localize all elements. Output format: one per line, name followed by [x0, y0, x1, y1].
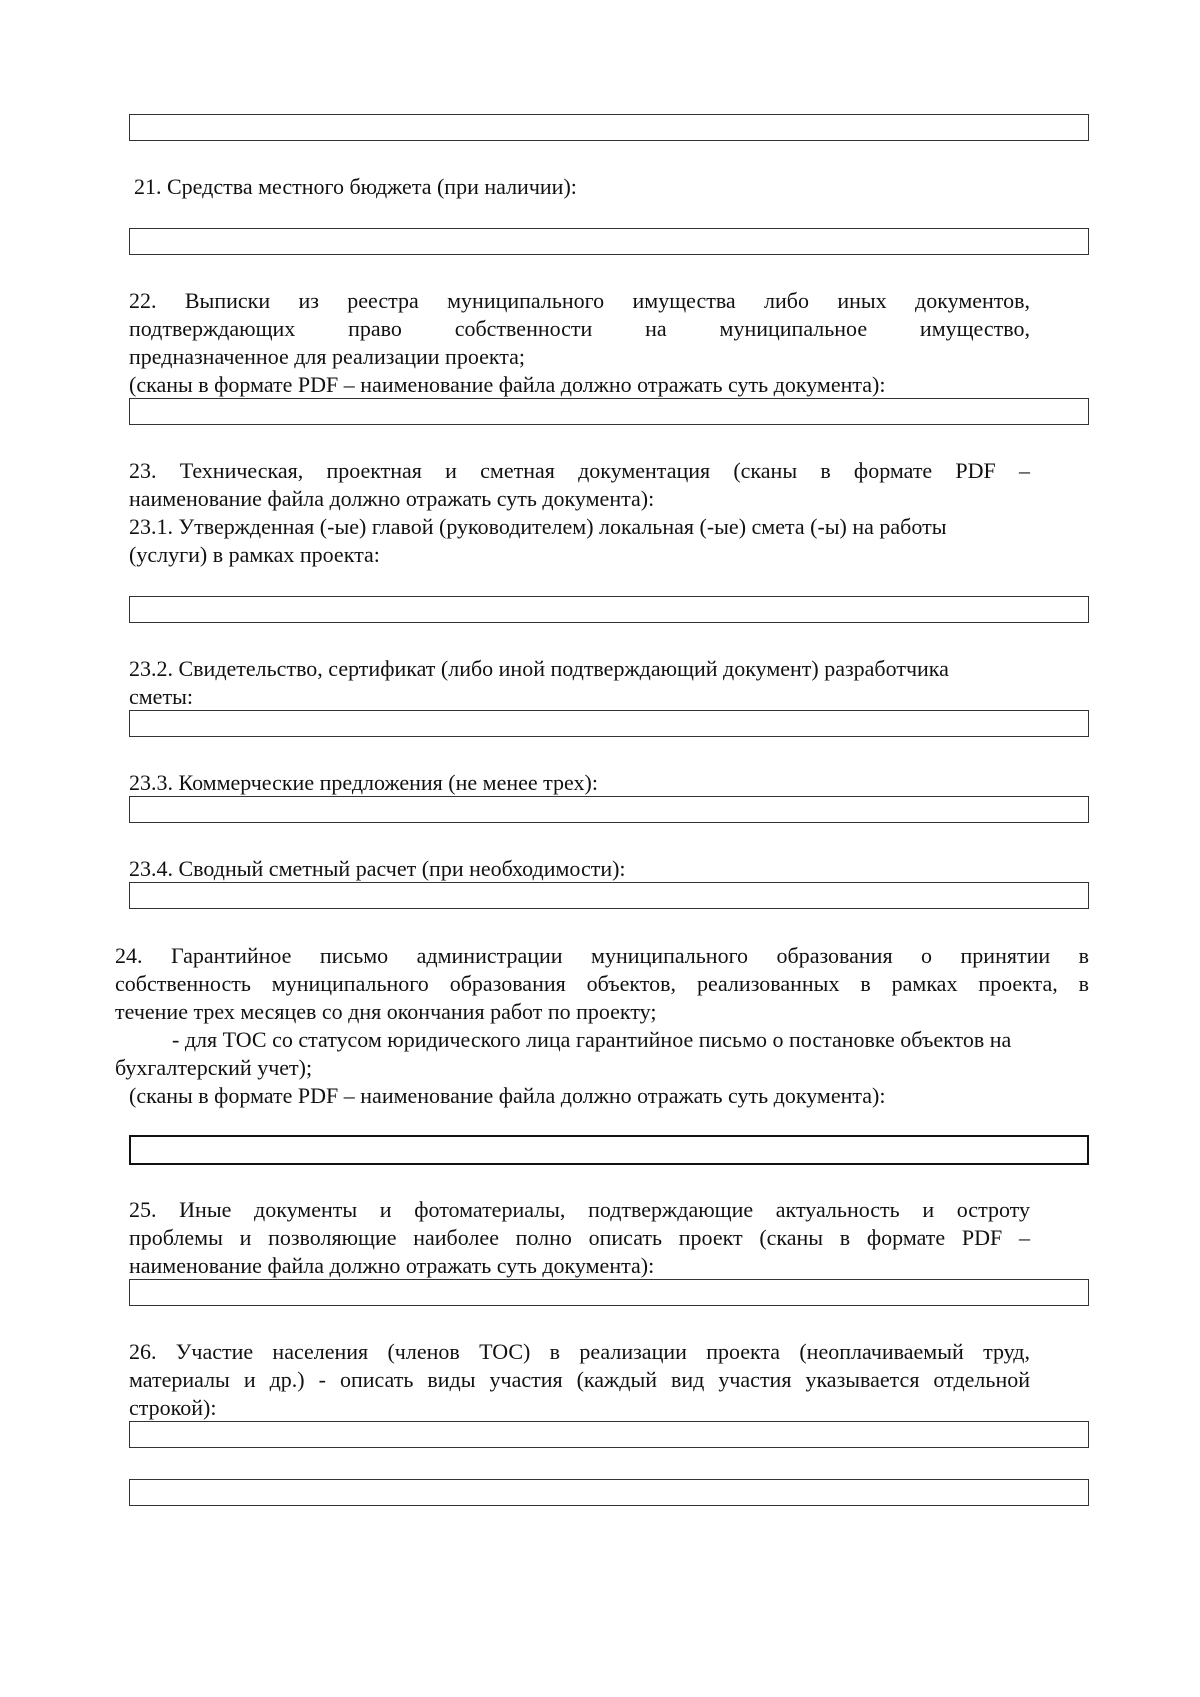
input-box-22[interactable]: [129, 398, 1089, 425]
input-box-23-4[interactable]: [129, 882, 1089, 909]
item-25-text: [129, 1196, 1030, 1280]
item-22-text: [129, 287, 1030, 371]
input-box-26-2[interactable]: [129, 1479, 1089, 1506]
input-box-20[interactable]: [129, 114, 1089, 141]
item-23-1-text: [129, 513, 1089, 569]
item-24-line-1: 24. Гарантийное письмо администрации муниципального образования о принятии в: [115, 943, 1089, 968]
input-box-23-1[interactable]: [129, 596, 1089, 623]
item-24-line-3: течение трех месяцев со дня окончания работ по проекту;: [115, 999, 657, 1024]
item-23-1-line-2: (услуги) в рамках проекта:: [129, 542, 380, 567]
item-21-label: 21. Средства местного бюджета (при наличии):: [134, 174, 577, 199]
item-23-4-label: 23.4. Сводный сметный расчет (при необходимости):: [129, 856, 626, 881]
item-26-text: [129, 1338, 1030, 1422]
input-box-23-3[interactable]: [129, 796, 1089, 823]
item-23-2-line-2: сметы:: [129, 684, 193, 709]
item-24-sub-line-1: - для ТОС со статусом юридического лица гарантийное письмо о постановке объектов на: [172, 1027, 1012, 1052]
item-24-sub-line-2: бухгалтерский учет);: [115, 1055, 313, 1080]
item-26-line-3: строкой):: [129, 1395, 217, 1420]
item-26-line-2: материалы и др.) - описать виды участия (каждый вид участия указывается отдельной: [129, 1367, 1030, 1392]
item-23-2-line-1: 23.2. Свидетельство, сертификат (либо иной подтверждающий документ) разработчика: [129, 656, 949, 681]
item-23-1-line-1: 23.1. Утвержденная (-ые) главой (руководителем) локальная (-ые) смета (-ы) на работы: [129, 514, 947, 539]
item-22-line-2: подтверждающих право собственности на муниципальное имущество,: [129, 316, 1030, 341]
item-23-2-text: [129, 655, 1089, 711]
item-23-line-2: наименование файла должно отражать суть документа):: [129, 486, 655, 511]
item-23-text: [129, 457, 1030, 513]
input-box-25[interactable]: [129, 1279, 1089, 1306]
item-24-text: [115, 942, 1089, 1026]
item-22-line-1: 22. Выписки из реестра муниципального имущества либо иных документов,: [129, 288, 1030, 313]
item-26-line-1: 26. Участие населения (членов ТОС) в реализации проекта (неоплачиваемый труд,: [129, 1339, 1030, 1364]
input-box-24[interactable]: [129, 1135, 1089, 1165]
item-23-line-1: 23. Техническая, проектная и сметная документация (сканы в формате PDF –: [129, 458, 1030, 483]
item-22-note: (сканы в формате PDF – наименование файла должно отражать суть документа):: [129, 372, 886, 397]
input-box-26-1[interactable]: [129, 1421, 1089, 1448]
item-24-line-2: собственность муниципального образования объектов, реализованных в рамках проекта, в: [115, 971, 1089, 996]
item-23-3-label: 23.3. Коммерческие предложения (не менее трех):: [129, 770, 598, 795]
item-24-note: (сканы в формате PDF – наименование файла должно отражать суть документа):: [129, 1083, 886, 1108]
input-box-23-2[interactable]: [129, 710, 1089, 737]
item-25-line-2: проблемы и позволяющие наиболее полно описать проект (сканы в формате PDF –: [129, 1225, 1030, 1250]
item-25-line-3: наименование файла должно отражать суть документа):: [129, 1253, 655, 1278]
input-box-21[interactable]: [129, 228, 1089, 255]
item-22-line-3: предназначенное для реализации проекта;: [129, 344, 526, 369]
item-25-line-1: 25. Иные документы и фотоматериалы, подтверждающие актуальность и остроту: [129, 1197, 1030, 1222]
